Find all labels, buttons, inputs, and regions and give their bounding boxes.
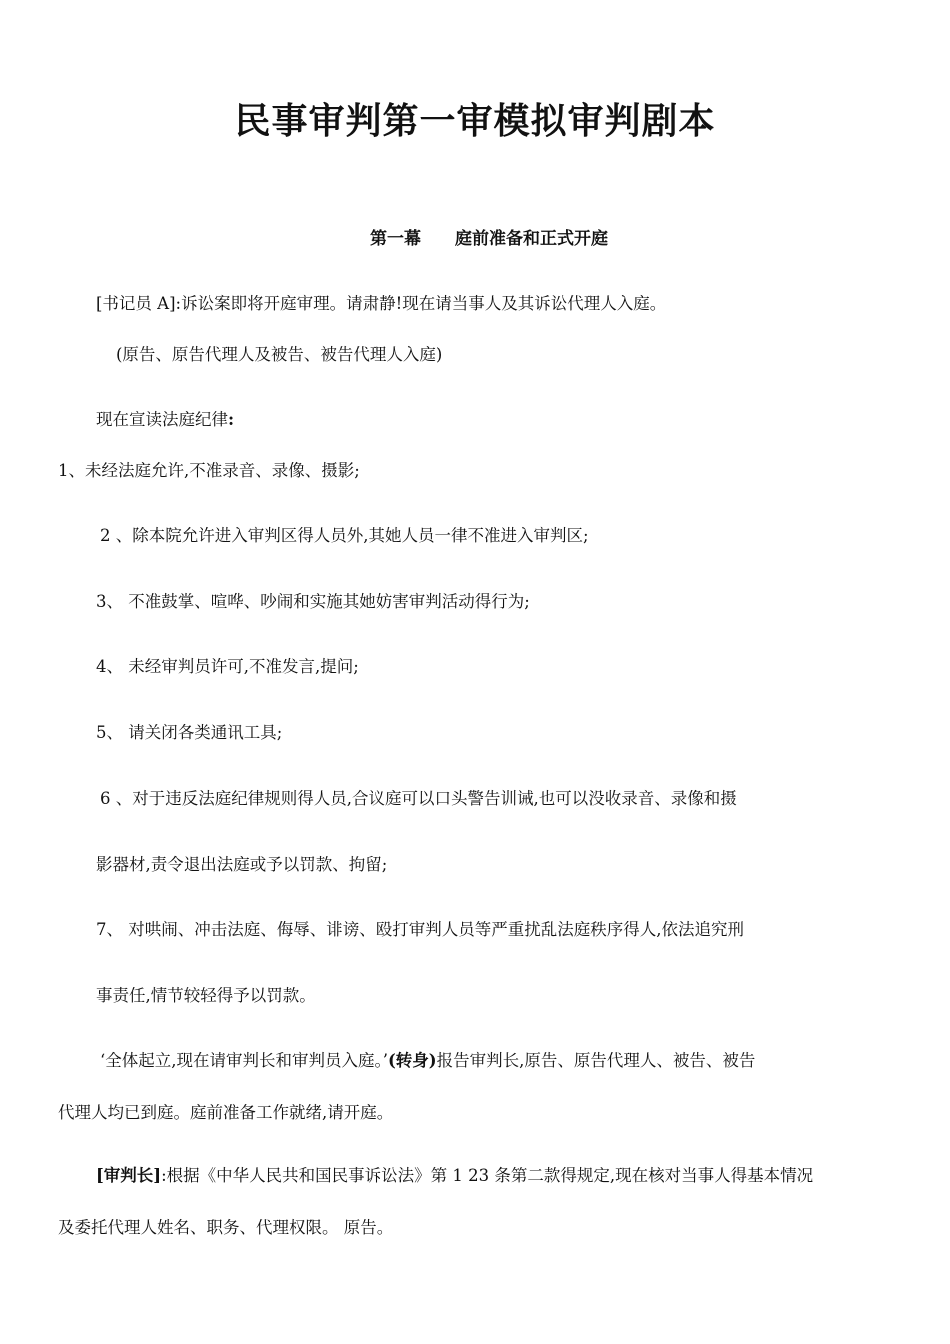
act-number: 第一幕 xyxy=(370,229,421,249)
rule-7-cont: 事责任,情节较轻得予以罚款。 xyxy=(96,986,316,1005)
judge-speech-text: :根据《中华人民共和国民事诉讼法》第 1 23 条第二款得规定,现在核对当事人得基本情况 xyxy=(161,1166,814,1185)
rule-5: 5、 请关闭各类通讯工具; xyxy=(96,723,283,742)
rise-report: 报告审判长,原告、原告代理人、被告、被告 xyxy=(436,1051,756,1070)
judge-speech-cont: 及委托代理人姓名、职务、代理权限。 原告。 xyxy=(58,1218,394,1237)
act-title: 庭前准备和正式开庭 xyxy=(455,229,608,249)
rule-7: 7、 对哄闹、冲击法庭、侮辱、诽谤、殴打审判人员等严重扰乱法庭秩序得人,依法追究刑 xyxy=(96,920,744,939)
rule-2: 2 、除本院允许进入审判区得人员外,其她人员一律不准进入审判区; xyxy=(100,526,589,545)
rise-paragraph-cont: 代理人均已到庭。庭前准备工作就绪,请开庭。 xyxy=(58,1103,394,1122)
discipline-intro-text: 现在宣读法庭纪律 xyxy=(96,410,228,429)
rule-3: 3、 不准鼓掌、喧哗、吵闹和实施其她妨害审判活动得行为; xyxy=(96,592,530,611)
judge-speech xyxy=(96,1162,813,1186)
rise-action: (转身) xyxy=(388,1051,437,1070)
stage-direction: (原告、原告代理人及被告、被告代理人入庭) xyxy=(116,345,443,364)
rule-1: 1、未经法庭允许,不准录音、录像、摄影; xyxy=(58,461,360,480)
discipline-intro xyxy=(96,406,234,430)
clerk-speech: [书记员 A]:诉讼案即将开庭审理。请肃静!现在请当事人及其诉讼代理人入庭。 xyxy=(96,294,667,313)
rule-4: 4、 未经审判员许可,不准发言,提问; xyxy=(96,657,359,676)
document-title: 民事审判第一审模拟审判剧本 xyxy=(234,101,716,142)
act-heading xyxy=(370,224,608,249)
discipline-colon: : xyxy=(228,410,235,429)
rise-paragraph xyxy=(100,1047,755,1071)
rule-6: 6 、对于违反法庭纪律规则得人员,合议庭可以口头警告训诫,也可以没收录音、录像和摄 xyxy=(100,789,737,808)
rule-6-cont: 影器材,责令退出法庭或予以罚款、拘留; xyxy=(96,855,388,874)
rise-quote: ‘全体起立,现在请审判长和审判员入庭。’ xyxy=(100,1051,388,1070)
judge-label: [审判长] xyxy=(96,1166,162,1185)
